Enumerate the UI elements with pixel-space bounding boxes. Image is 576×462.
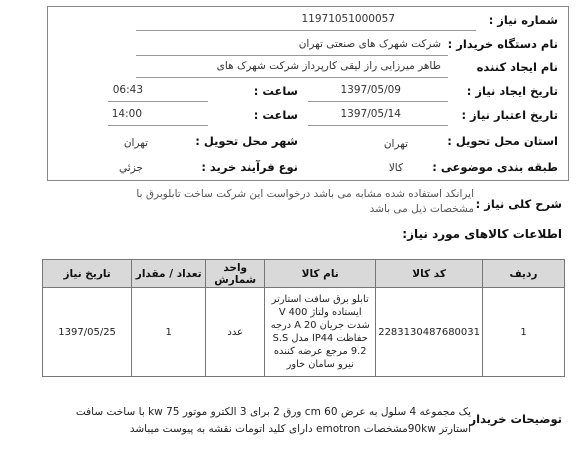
divider [136,30,476,31]
need-number-label: شماره نیاز : [488,13,558,27]
validity-date-value: 1397/05/14 [340,108,401,120]
header-row-number: ردیف [483,260,565,288]
table-header-row [43,260,565,288]
purchase-type-label: نوع فرآیند خرید : [201,160,298,174]
delivery-city-value: تهران [123,137,148,149]
tender-header-box [47,6,569,181]
creator-value: طاهر میرزایی راز لیقی کارپرداز شرکت شهرک های [216,60,441,72]
divider [136,77,448,78]
cell-item-code: 2283130487680031 [376,288,483,377]
header-quantity: تعداد / مقدار [132,260,206,288]
divider [108,125,208,126]
divider [136,55,448,56]
validity-time-value: 14:00 [111,108,142,120]
buyer-notes-label: توضیحات خریدار [469,412,562,426]
description-value: ایرانکد استفاده شده مشابه می باشد درخواست این شرکت ساخت تابلوبرق با مشخصات ذیل می باشد [136,188,474,215]
created-time-label: ساعت : [253,84,298,98]
header-unit: واحد شمارش [206,260,265,288]
delivery-city-label: شهر محل تحویل : [195,134,298,148]
category-label: طبقه بندی موضوعی : [432,160,558,174]
purchase-type-value: جزئي [119,162,143,174]
header-need-date: تاریخ نیاز [43,260,132,288]
category-value: کالا [388,162,403,174]
items-section-title: اطلاعات کالاهای مورد نیاز: [402,227,562,241]
cell-need-date: 1397/05/25 [43,288,132,377]
need-number-value: 11971051000057 [301,13,395,25]
buyer-org-value: شرکت شهرک های صنعتی تهران [298,38,441,50]
created-time-value: 06:43 [112,84,143,96]
header-item-code: کد کالا [376,260,483,288]
description-label: شرح کلی نیاز : [475,197,562,211]
delivery-province-label: استان محل تحویل : [447,134,558,148]
created-date-label: تاریخ ایجاد نیاز : [466,84,558,98]
table-row [43,288,565,377]
cell-quantity: 1 [132,288,206,377]
divider [308,101,448,102]
buyer-notes-value: یک مجموعه 4 سلول به عرض 60 cm ورق 2 برای 3 الکترو موتور 75 kw با ساخت سافت استارتر 90kwمشخصات emotron دارای کلید اتومات نقشه به پیوست میباشد [75,406,471,435]
divider [308,125,448,126]
delivery-province-value: تهران [383,138,408,150]
created-date-value: 1397/05/09 [340,84,401,96]
cell-row-number: 1 [483,288,565,377]
cell-item-name: تابلو برق سافت استارتر ایستاده ولتاژ V 400 شدت جریان A 20 درجه حفاظت IP44 مدل S.S 9.2 مرجع عرضه کننده نیرو سامان خاور [265,288,376,377]
buyer-org-label: نام دستگاه خریدار : [447,37,558,51]
header-item-name: نام کالا [265,260,376,288]
cell-unit: عدد [206,288,265,377]
validity-time-label: ساعت : [253,108,298,122]
creator-label: نام ایجاد کننده [476,60,558,74]
validity-date-label: تاریخ اعتبار نیاز : [461,108,558,122]
divider [108,101,208,102]
items-table [42,259,565,377]
